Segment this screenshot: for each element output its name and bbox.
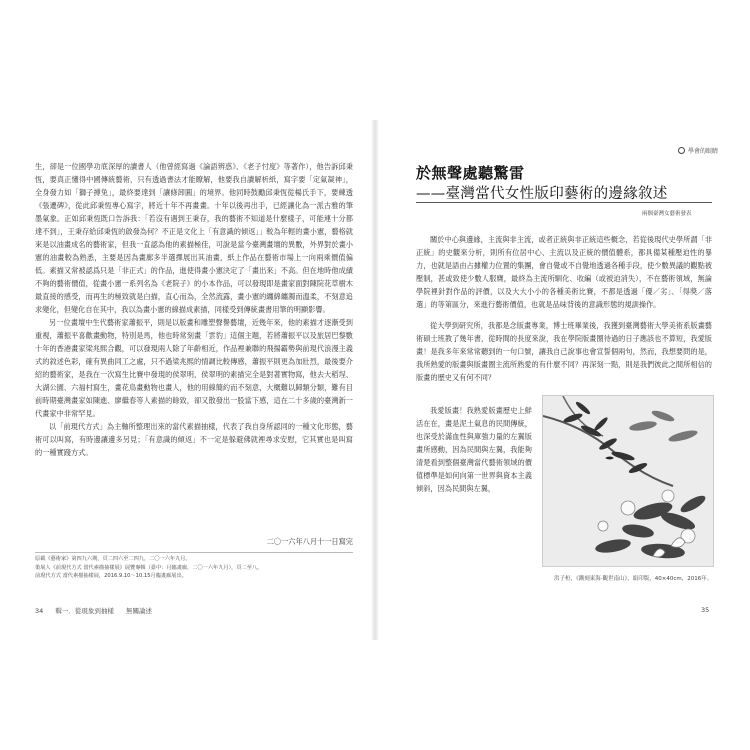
left-body-text — [35, 160, 353, 459]
footnote-line-2: 策展人《前現代方式 當代素描抽樣展》展覽專輯（臺中：月臨畫廊，二〇一六年九月），頁二至八。 — [35, 564, 263, 571]
circle-bullet-icon — [678, 147, 685, 154]
artwork-image — [542, 395, 714, 567]
right-paragraph-3: 我愛版畫！我熟愛版畫歷史上鮮活在在，畫是泥土氣息的民間傳統，也深受於滿血性與庫強力量的左翼版畫所感動，因為民間與左翼，我能夠清楚看到整個臺灣當代藝術領域的價值標準是如何向第一世界與資本主義傾斜，因為民間與左翼， — [416, 406, 532, 493]
article-subtitle: ——臺灣當代女性版印藝術的邊緣敘述 — [416, 186, 668, 202]
left-page — [0, 0, 372, 750]
artwork-illustration — [543, 396, 714, 567]
author-note: 兩個臺灣女藝術發表 — [642, 211, 692, 217]
right-body-text — [416, 233, 712, 384]
left-page-number: 34 — [35, 607, 44, 615]
footnote-rule — [35, 552, 353, 553]
left-section-title: 輯一．從現象到抽樣 — [55, 607, 114, 615]
right-page-number: 35 — [701, 606, 710, 614]
footnote-line-1: 原載《藝術家》第四九六期，頁二四六至二四九，二〇一六年九月。 — [35, 556, 191, 562]
right-wrapped-text — [416, 404, 532, 495]
date-signature: 二〇一六年八月十一日寫完 — [266, 537, 353, 546]
left-folio — [35, 606, 162, 615]
running-head-text: 學會的眼睛 — [688, 148, 719, 155]
right-page — [378, 0, 750, 750]
article-title: 於無聲處聽驚雷 — [416, 164, 525, 182]
left-book-title: 無關論述 — [125, 607, 152, 615]
running-head — [678, 146, 718, 155]
footnotes — [35, 555, 275, 581]
artwork-caption: 洪子桓，《鐫刻東海‧觀世南山》，絹印版，40×40cm，2016年。 — [554, 576, 713, 582]
right-paragraph-2: 從大學到研究所，我都是念版畫專業，博士班畢業後，我獲到臺灣藝術大學美術系版畫藝術碩士班教了幾年書，從時間的長度來說，我在學院版畫圈待過的日子應該也不算短，我愛版畫！是我多年來常常聽到的一句口號，讓我自己說事也會宣誓個兩句，然而，我想要問的是，我所熟愛的版畫與版畫圈主流所熟愛的有什麼不同？再深刻一點，則是我們彼此之間所相信的版畫的歷史又有何不同？ — [416, 321, 712, 382]
left-paragraph-2: 另一位畫壇中生代藝術家蕭振平，則是以版畫和雕塑聲譽藝壇，近幾年來，他的素描才逐漸受到重視，蕭振平喜歡畫動物，特別是馬，他也時常刻畫「雲豹」這個主題，若將蕭振平以及旅居巴黎數十年的香港畫家梁兆熙合觀，可以發現兩人除了年齡相近，作品裡兼聯的飛揚霸勢與前現代浪漫主義式的敘述色彩，確有異曲同工之處，只不過梁兆熙的情調比較傳感，蕭振平則更為加壯烈，最後要介紹的藝術家，是我在一次寫生比賽中發現的侯翠明，侯翠明的素描完全是對著實物寫，他去大稻埕、大湖公園、六福村寫生，畫花鳥畫動物也畫人，他的用線簡約而不刻意，大概難以歸類分類，難有目前時期臺灣畫家如陳進、廖繼春等人素描的餘致，卻又散發出一股當下感，這在二十多歲的臺灣新一代畫家中非常罕見。 — [35, 318, 353, 418]
left-paragraph-3: 以「前現代方式」為主軸所整理出來的當代素描抽樣，代表了我自身所認同的一種文化形態，藝術可以叫寫，有時邊讓邊多另見；「有意識的傾返」不一定是躲避佛就裡尋求安慰，它其實也是叫寫的一種實踐方式。 — [35, 422, 353, 457]
right-paragraph-1: 關於中心與邊緣，主流與非主流，或者正統與非正統這些概念，若從後現代史學所謂「非正統」的史觀來分析，則所有位居中心、主流以及正統的價值體系，都具備某種壓迫性的暴力，也就是語由占據權力位置的集團，會自覺或不自覺地透過各種手段，使少數異議的觀點被壓制，甚或致使少數人服膺，最終為主流所馴化、收編（或被迫消失），不在藝術領域，無論學院裡針對作品的評價，以及大大小小的各種美術比賽，不都是透過「優／劣」、「得獎／落選」的等第區分，來進行藝術價值，也就是品味背後的意識形態的規訓操作。 — [416, 235, 712, 309]
footnote-line-3: 前現代方式 當代素描抽樣展，2016.9.10～10.15月臨畫廊展出。 — [35, 573, 187, 579]
title-rule — [416, 202, 712, 203]
left-paragraph-1: 生，卻是一位國學功底深厚的讀書人（他曾經寫過《論語辨惑》、《老子忖度》等著作），他告訴邱秉恆，要真正懂得中國傳統藝術，只有透過書法才能瞭解，他要我自讀解析紙，寫字要「定氣凝神」，全身發力如「獅子搏兔」，最終要達到「讓條卸圓」的境界。他同時鼓勵邱秉恆從楊氏手下，要練透《張遷碑》，從此邱秉恆專心寫字，將近十年不再畫畫。十年以後再出手，已經讓化為一派古雅的筆墨氣象。正如邱秉恆既口告訴我：「若沒有遇到王秉存，我的藝術不知道是什麼樣子，可能連十分都達不到」，王秉存給邱秉恆的啟發為何？不正是文化上「有意識的傾返」」較為年輕的畫小憲，藝格就來是以油畫成名的藝術家，但我一直認為他的素描極佳，可說是當今臺灣畫壇的異數，外界對於畫小憲的油畫較為熟悉，主要是因為畫廊多半選擇展出其油畫，紙上作品在藝術市場上一向兩乘價值偏低。素描又常被認爲只是「非正式」的作品，進使得畫小憲決定了「畫出來」不高。但在地時他成績不夠的藝術價值，從畫小憲一系列名為《老院子》的小本作品，可以發現即是畫家面對陳院花草樹木最直接的感受，而再生的極致就是白描，直心而為，全然流露，畫小憲的纏綿纏濁而溫柔，不刻意追求變化，但變化自在其中，我以為畫小憲的線描成素描，同樣受到傳統畫書用筆的明顯影響。 — [35, 162, 353, 314]
